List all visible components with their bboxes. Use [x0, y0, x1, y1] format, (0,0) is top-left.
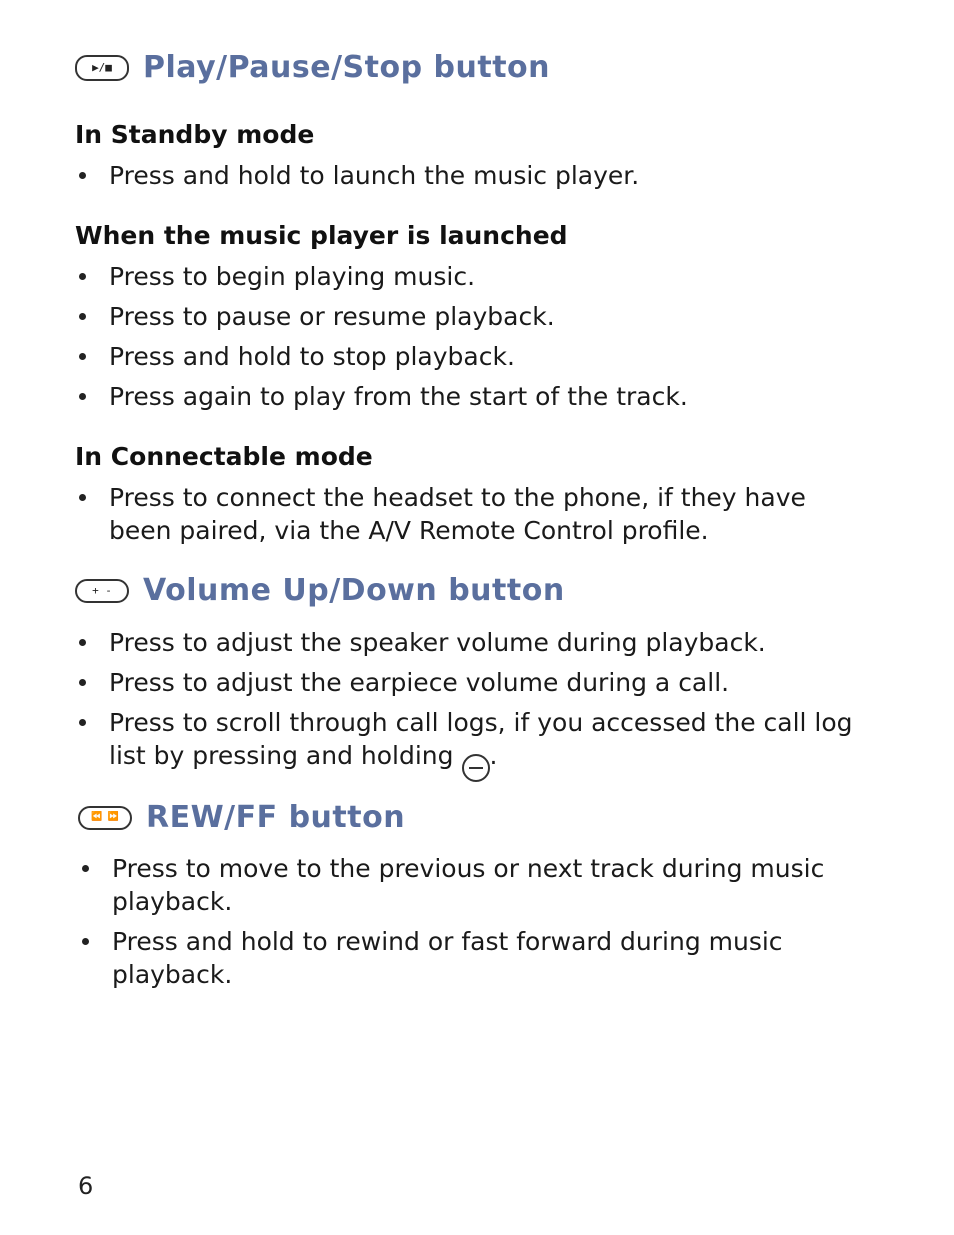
launched-list	[75, 260, 855, 420]
section-title: Volume Up/Down button	[143, 573, 565, 608]
standby-heading: In Standby mode	[75, 120, 315, 149]
call-end-icon	[462, 754, 490, 782]
connectable-heading: In Connectable mode	[75, 442, 373, 471]
list-item-text: Press to scroll through call logs, if you accessed the call log list by pressing and holding	[109, 708, 853, 770]
list-item: Press to begin playing music.	[75, 260, 855, 293]
section-volume-header	[75, 573, 565, 608]
volume-list	[75, 626, 855, 789]
list-item: Press to connect the headset to the phone, if they have been paired, via the A/V Remote Control profile.	[75, 481, 855, 547]
launched-heading: When the music player is launched	[75, 221, 568, 250]
play-pause-stop-icon: ▶/■	[75, 55, 129, 81]
list-item	[75, 706, 855, 782]
list-item: Press and hold to launch the music player.	[75, 159, 855, 192]
standby-list	[75, 159, 855, 199]
section-title: Play/Pause/Stop button	[143, 50, 551, 85]
list-item: Press to adjust the speaker volume during playback.	[75, 626, 855, 659]
list-item: Press and hold to stop playback.	[75, 340, 855, 373]
rew-ff-icon: ⏪ ⏩	[78, 806, 132, 830]
list-item: Press and hold to rewind or fast forward during music playback.	[78, 925, 858, 991]
page-number: 6	[78, 1172, 94, 1200]
section-play-pause-stop-header	[75, 50, 550, 85]
list-item: Press to move to the previous or next track during music playback.	[78, 852, 858, 918]
section-title: REW/FF button	[146, 800, 406, 835]
section-rew-ff-header	[78, 800, 405, 835]
list-item: Press to adjust the earpiece volume during a call.	[75, 666, 855, 699]
trailing-period: .	[489, 741, 498, 770]
connectable-list	[75, 481, 855, 554]
list-item: Press again to play from the start of the track.	[75, 380, 855, 413]
rew-ff-list	[78, 852, 858, 998]
volume-icon: + -	[75, 579, 129, 603]
list-item: Press to pause or resume playback.	[75, 300, 855, 333]
